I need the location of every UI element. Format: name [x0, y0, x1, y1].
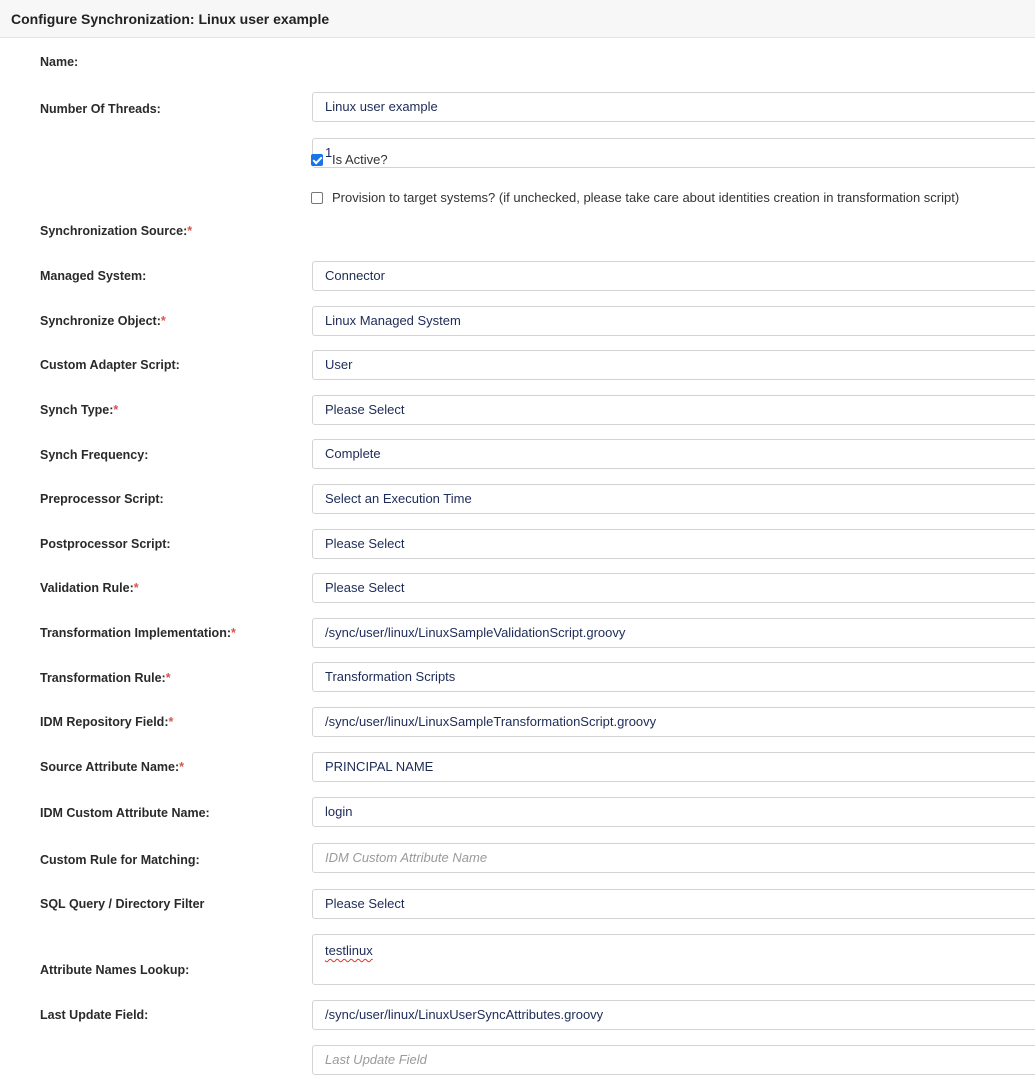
name-label: Name:: [40, 55, 79, 69]
name-input[interactable]: Linux user example: [312, 92, 1035, 122]
is-active-row[interactable]: [311, 152, 388, 167]
postprocessor-select[interactable]: Please Select: [312, 573, 1035, 603]
synch-type-select[interactable]: Complete: [312, 439, 1035, 469]
synch-frequency-label: Synch Frequency:: [40, 448, 149, 462]
transformation-rule-label: Transformation Rule:*: [40, 671, 171, 685]
postprocessor-label: Postprocessor Script:: [40, 537, 171, 551]
custom-adapter-label: Custom Adapter Script:: [40, 358, 180, 372]
custom-adapter-select[interactable]: Please Select: [312, 395, 1035, 425]
transformation-rule-select[interactable]: /sync/user/linux/LinuxSampleTransformationScript.groovy: [312, 707, 1035, 737]
validation-rule-label: Validation Rule:*: [40, 581, 139, 595]
validation-rule-select[interactable]: /sync/user/linux/LinuxSampleValidationScript.groovy: [312, 618, 1035, 648]
preprocessor-label: Preprocessor Script:: [40, 492, 164, 506]
attr-names-lookup-label: Attribute Names Lookup:: [40, 963, 190, 977]
attr-names-lookup-select[interactable]: /sync/user/linux/LinuxUserSyncAttributes.groovy: [312, 1000, 1035, 1030]
source-attr-label: Source Attribute Name:*: [40, 760, 185, 774]
sync-object-select[interactable]: User: [312, 350, 1035, 380]
idm-custom-attr-input[interactable]: IDM Custom Attribute Name: [312, 843, 1035, 873]
transformation-impl-select[interactable]: Transformation Scripts: [312, 662, 1035, 692]
threads-label: Number Of Threads:: [40, 102, 161, 116]
last-update-field-input[interactable]: Last Update Field: [312, 1045, 1035, 1075]
managed-system-label: Managed System:: [40, 269, 147, 283]
idm-custom-attr-label: IDM Custom Attribute Name:: [40, 806, 210, 820]
idm-repo-field-label: IDM Repository Field:*: [40, 715, 174, 729]
threads-input[interactable]: 1: [312, 138, 1035, 168]
preprocessor-select[interactable]: Please Select: [312, 529, 1035, 559]
sync-source-label: Synchronization Source:*: [40, 224, 193, 238]
source-attr-input[interactable]: login: [312, 797, 1035, 827]
sql-query-textarea[interactable]: [312, 934, 1035, 985]
page-title: Configure Synchronization: Linux user example: [11, 11, 330, 27]
transformation-impl-label: Transformation Implementation:*: [40, 626, 236, 640]
custom-rule-matching-label: Custom Rule for Matching:: [40, 853, 200, 867]
synch-frequency-select[interactable]: Select an Execution Time: [312, 484, 1035, 514]
sync-source-select[interactable]: Connector: [312, 261, 1035, 291]
synch-type-label: Synch Type:*: [40, 403, 119, 417]
provision-label: Provision to target systems? (if unchecked, please take care about identities creation in transformation script): [332, 190, 960, 205]
provision-row[interactable]: [311, 190, 959, 205]
is-active-label: Is Active?: [332, 152, 388, 167]
idm-repo-field-select[interactable]: PRINCIPAL NAME: [312, 752, 1035, 782]
sql-query-label: SQL Query / Directory Filter: [40, 897, 205, 911]
last-update-field-label: Last Update Field:: [40, 1008, 149, 1022]
custom-rule-matching-select[interactable]: Please Select: [312, 889, 1035, 919]
sql-query-text: testlinux: [325, 943, 373, 958]
is-active-checkbox[interactable]: [311, 154, 323, 166]
provision-checkbox[interactable]: [311, 192, 323, 204]
page-header: [0, 0, 1035, 38]
managed-system-select[interactable]: Linux Managed System: [312, 306, 1035, 336]
sync-object-label: Synchronize Object:*: [40, 314, 166, 328]
